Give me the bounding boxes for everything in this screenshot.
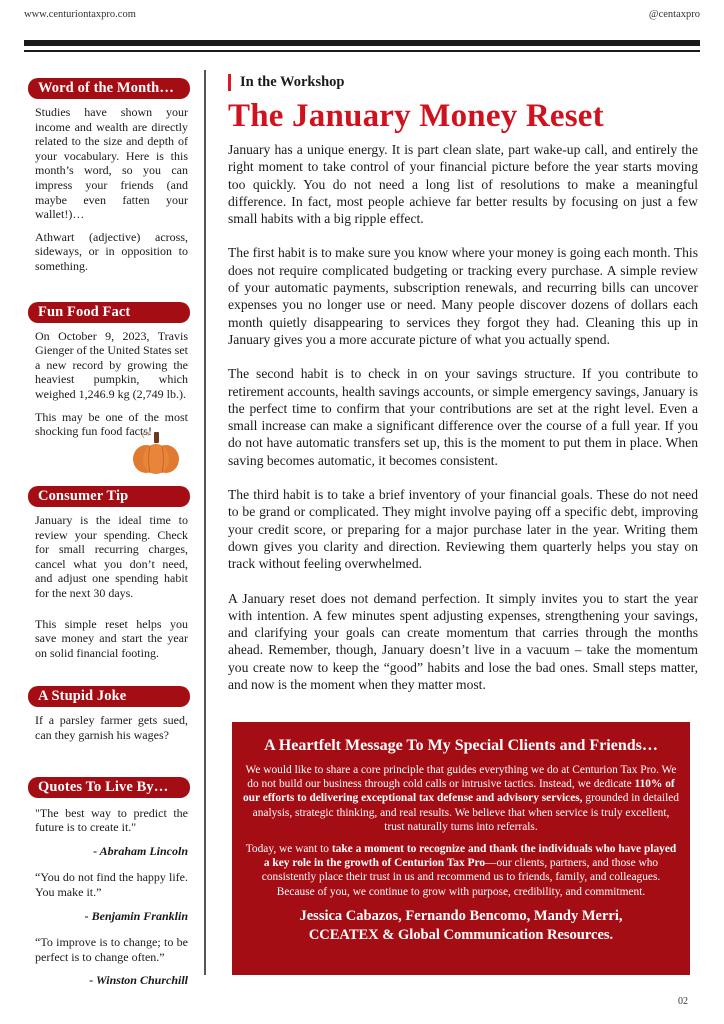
article-title: The January Money Reset bbox=[228, 98, 604, 134]
word-of-month-intro: Studies have shown your income and wealth are directly related to the size and depth of your vocabulary. Here is this month’s word, so you can impress your friends (and maybe even fatten your wallet!)… bbox=[35, 105, 188, 222]
kicker-label: In the Workshop bbox=[240, 74, 345, 90]
heartfelt-message-box bbox=[232, 722, 690, 975]
article-paragraph: The first habit is to make sure you know where your money is going each month. This does not require complicated budgeting or tracking every purchase. A simple review of your automatic payments, subscription renewals, and recurring bills can uncover expenses you no longer use or need. Many people discover dozens of dollars each month quietly disappearing to services they forgot they had. Cleaning this up in January gives you a more accurate picture of what you actually spend. bbox=[228, 245, 698, 347]
consumer-tip-closing: This simple reset helps you save money and start the year on solid financial footing. bbox=[35, 616, 188, 660]
quote-text: “You do not find the happy life. You make it.” bbox=[35, 870, 188, 899]
sidebar-lower bbox=[28, 486, 190, 1000]
quotes-heading: Quotes To Live By… bbox=[28, 777, 190, 798]
main-article bbox=[228, 74, 698, 710]
quote-author: - Benjamin Franklin bbox=[84, 908, 188, 923]
consumer-tip-heading: Consumer Tip bbox=[28, 486, 190, 507]
header-rule-thick bbox=[24, 40, 700, 46]
pumpkin-icon bbox=[130, 430, 182, 475]
joke-text: If a parsley farmer gets sued, can they garnish his wages? bbox=[35, 713, 188, 742]
word-of-month-section bbox=[28, 78, 190, 274]
section-kicker bbox=[228, 74, 698, 91]
fun-food-fact-closing: This may be one of the most shocking fun food facts! bbox=[35, 409, 188, 439]
quotes-section bbox=[28, 777, 190, 988]
quote-text: “To improve is to change; to be perfect is to change often.” bbox=[35, 935, 188, 964]
message-paragraph: We would like to share a core principle that guides everything we do at Centurion Tax Pro. We do not build our business through cold calls or intrusive tactics. Instead, we dedicate 110% of our efforts to delivering exceptional tax defense and advisory services, grounded in detailed analysis, strategic thinking, and real results. We believe that when service is truly excellent, trust naturally turns into referrals. bbox=[242, 764, 680, 833]
page-number: 02 bbox=[678, 996, 688, 1007]
website-url[interactable]: www.centuriontaxpro.com bbox=[24, 9, 136, 20]
fun-food-fact-text: On October 9, 2023, Travis Gienger of the United States set a new record by growing the heaviest pumpkin, which weighed 1,246.9 kg (2,749 lb.). bbox=[35, 328, 188, 401]
social-handle[interactable]: @centaxpro bbox=[648, 9, 700, 20]
article-paragraph: A January reset does not demand perfection. It simply invites you to start the year with intention. A few minutes spent adjusting expenses, strengthening your savings, and clarifying your goals can create momentum that carries through the months ahead. Remember, though, January doesn’t live in a vacuum – take the momentum you create now to keep the “good” habits and lose the bad ones. Small steps matter, and now is the moment when they matter most. bbox=[228, 590, 698, 693]
joke-heading: A Stupid Joke bbox=[28, 686, 190, 707]
consumer-tip-text: January is the ideal time to review your spending. Check for small recurring charges, cancel what you don’t need, and adjust one spending habit for the next 30 days. bbox=[35, 513, 188, 600]
article-paragraph: The third habit is to take a brief inventory of your financial goals. These do not need to be grand or complicated. They might involve paying off a specific debt, improving your credit score, or preparing for a major purchase later in the year. Writing them down gives you clarity and direction. Reviewing them quarterly helps you stay on track without feeling overwhelmed. bbox=[228, 487, 698, 572]
article-paragraph: January has a unique energy. It is part clean slate, part wake-up call, and entirely the right moment to take control of your financial picture before the year starts moving too quickly. You do not need a long list of resolutions to make a meaningful difference. In fact, most people achieve far better results by focusing on just a few small habits with a big ripple effect. bbox=[228, 142, 698, 227]
message-paragraph: Today, we want to take a moment to recognize and thank the individuals who have played a key role in the growth of Centurion Tax Pro—our clients, partners, and those who consistently place their trust in us and recommend us to friends, family, and colleagues. Because of you, we continue to grow with purpose, credibility, and commitment. bbox=[245, 843, 677, 898]
word-of-month-heading: Word of the Month… bbox=[28, 78, 190, 99]
fun-food-fact-section bbox=[28, 302, 190, 439]
thanked-names: Jessica Cabazos, Fernando Bencomo, Mandy Merri, CCEATEX & Global Communication Resources. bbox=[299, 907, 623, 943]
fun-food-fact-heading: Fun Food Fact bbox=[28, 302, 190, 323]
joke-section bbox=[28, 686, 190, 742]
message-title: A Heartfelt Message To My Special Clients and Friends… bbox=[264, 737, 658, 754]
header-rule-thin bbox=[24, 50, 700, 52]
word-of-month-definition: Athwart (adjective) across, sideways, or in opposition to something. bbox=[35, 229, 188, 273]
quote-author: - Abraham Lincoln bbox=[93, 843, 188, 858]
article-paragraph: The second habit is to check in on your savings structure. If you contribute to retirement accounts, health savings accounts, or simple emergency savings, January is the perfect time to confirm that your contributions are set at the right level. Even a small increase can make a significant difference over the course of a full year. If you do not have automatic transfers set up, this is the moment to put them in place. When saving becomes automatic, it becomes consistent. bbox=[228, 366, 698, 468]
consumer-tip-section bbox=[28, 486, 190, 660]
sidebar bbox=[28, 78, 190, 447]
quote-author: - Winston Churchill bbox=[89, 973, 188, 988]
article-body bbox=[228, 141, 698, 693]
quote-text: "The best way to predict the future is to create it." bbox=[35, 805, 188, 835]
column-divider bbox=[204, 70, 206, 975]
kicker-accent-bar bbox=[228, 74, 231, 91]
